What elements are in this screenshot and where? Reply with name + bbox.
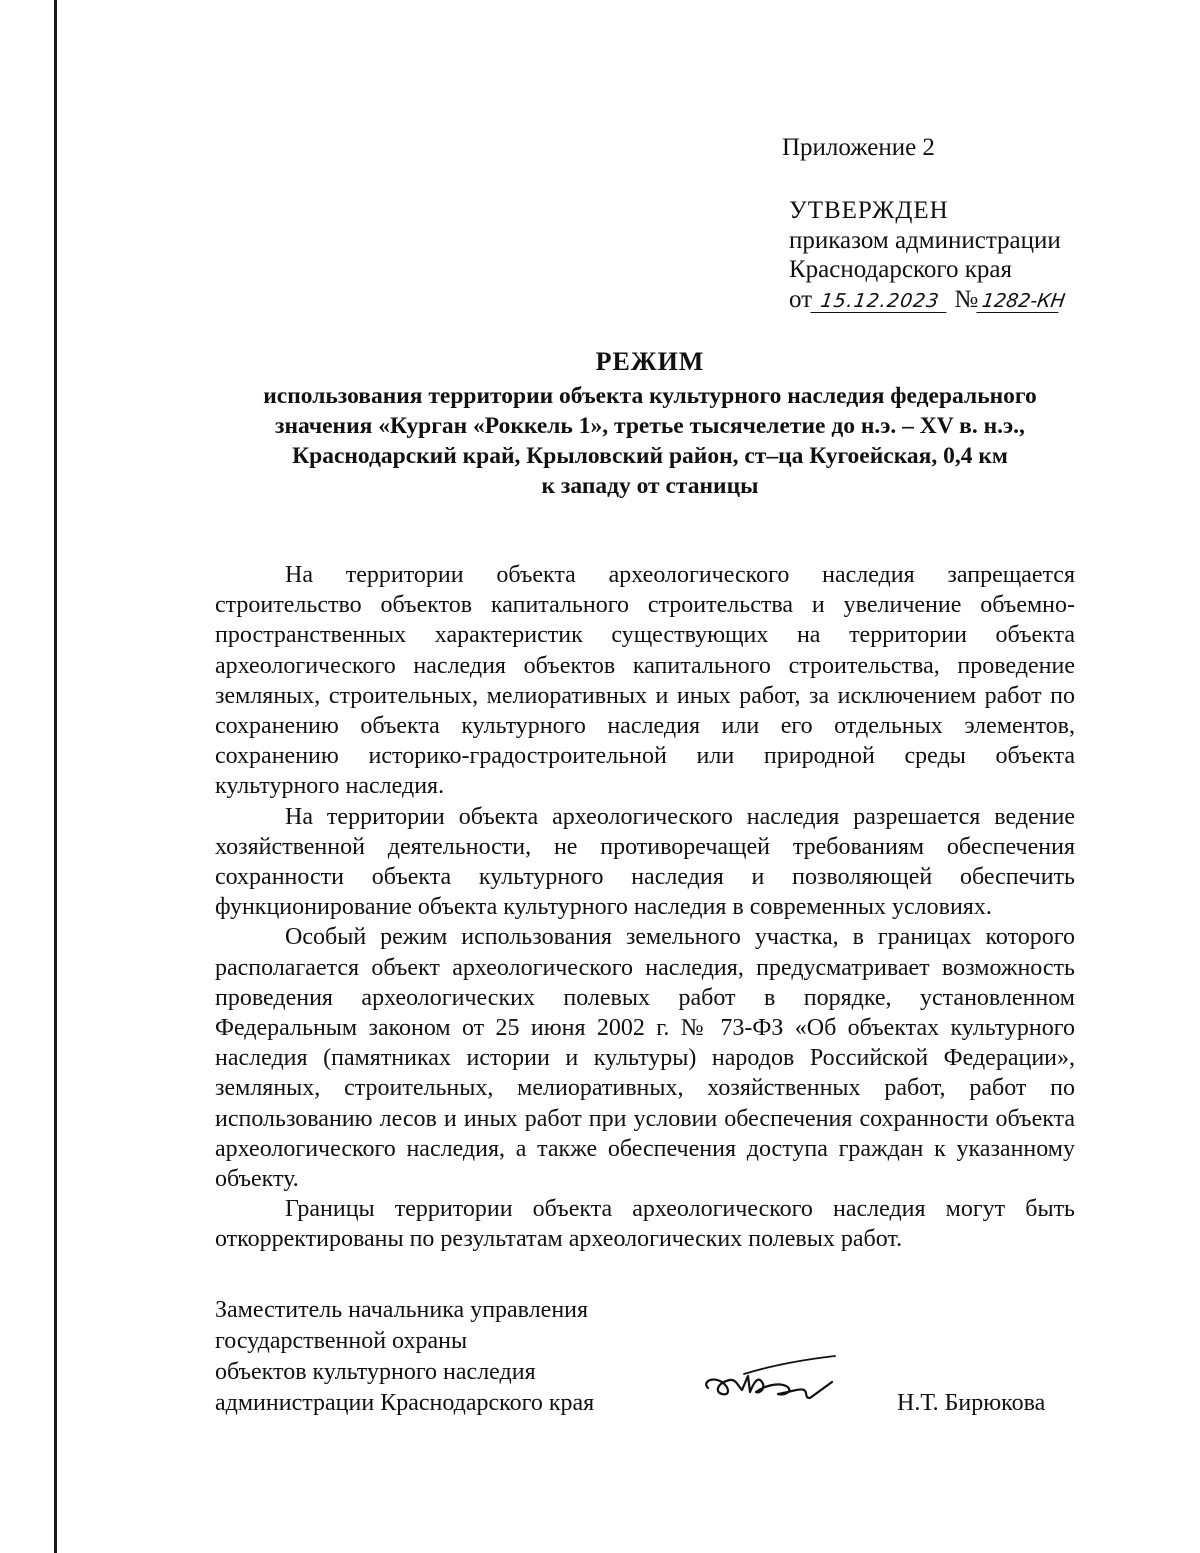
date-prefix: от: [789, 285, 813, 313]
subtitle-line: Краснодарский край, Крыловский район, ст–ца Кугоейская, 0,4 км: [292, 443, 1008, 469]
position-line: администрации Краснодарского края: [215, 1390, 595, 1416]
paragraph-special-regime: Особый режим использования земельного участка, в границах которого располагается объект археологического наследия, предусматривает возможность проведения археологических полевых работ в порядке, установленном Федеральным законом от 25 июня 2002 г. № 73-ФЗ «Об объектах культурного наследия (памятниках истории и культуры) народов Российской Федерации», земляных, строительных, мелиоративных, хозяйственных работ, работ по использованию лесов и иных работ при условии обеспечения сохранности объекта археологического наследия, а также обеспечения доступа граждан к указанному объекту.: [215, 924, 1075, 1193]
signatory-name: Н.Т. Бирюкова: [897, 1390, 1046, 1416]
document-subtitle: [200, 381, 1100, 501]
handwritten-order-number: 1282-КН: [977, 290, 1062, 313]
position-line: Заместитель начальника управления: [215, 1297, 589, 1323]
number-prefix: №: [954, 285, 979, 313]
position-line: государственной охраны: [215, 1328, 468, 1354]
approval-date-number-line: [789, 285, 1067, 315]
subtitle-line: использования территории объекта культурного наследия федерального: [263, 383, 1037, 409]
approval-order-line: приказом администрации: [789, 226, 1061, 254]
approved-heading: УТВЕРЖДЕН: [789, 197, 949, 224]
signatory-position: [215, 1295, 594, 1419]
position-line: объектов культурного наследия: [215, 1359, 536, 1385]
annex-label: Приложение 2: [782, 134, 935, 161]
paragraph-permissions: На территории объекта археологического наследия разрешается ведение хозяйственной деятельности, не противоречащей требованиям обеспечения сохранности объекта культурного наследия и позволяющей обеспечить функционирование объекта культурного наследия в современных условиях.: [215, 803, 1075, 921]
subtitle-line: значения «Курган «Роккель 1», третье тысячелетие до н.э. – XV в. н.э.,: [275, 413, 1025, 439]
paragraph-boundaries: Границы территории объекта археологического наследия могут быть откорректированы по результатам археологических полевых работ.: [215, 1196, 1075, 1253]
document-body: [215, 560, 1075, 1255]
handwritten-date: 15.12.2023: [810, 290, 949, 313]
scan-edge-line: [54, 0, 57, 1553]
paragraph-prohibitions: На территории объекта археологического наследия запрещается строительство объектов капитального строительства и увеличение объемно-пространственных характеристик существующих на территории объекта археологического наследия объектов капитального строительства, проведение земляных, строительных, мелиоративных и иных работ, за исключением работ по сохранению объекта культурного наследия или его отдельных элементов, сохранению историко-градостроительной или природной среды объекта культурного наследия.: [215, 562, 1075, 800]
subtitle-line: к западу от станицы: [541, 473, 759, 499]
approval-stamp-block: [789, 196, 1067, 314]
handwritten-signature: [700, 1352, 850, 1414]
document-title: РЕЖИМ: [595, 347, 705, 376]
approval-region-line: Краснодарского края: [789, 256, 1012, 283]
